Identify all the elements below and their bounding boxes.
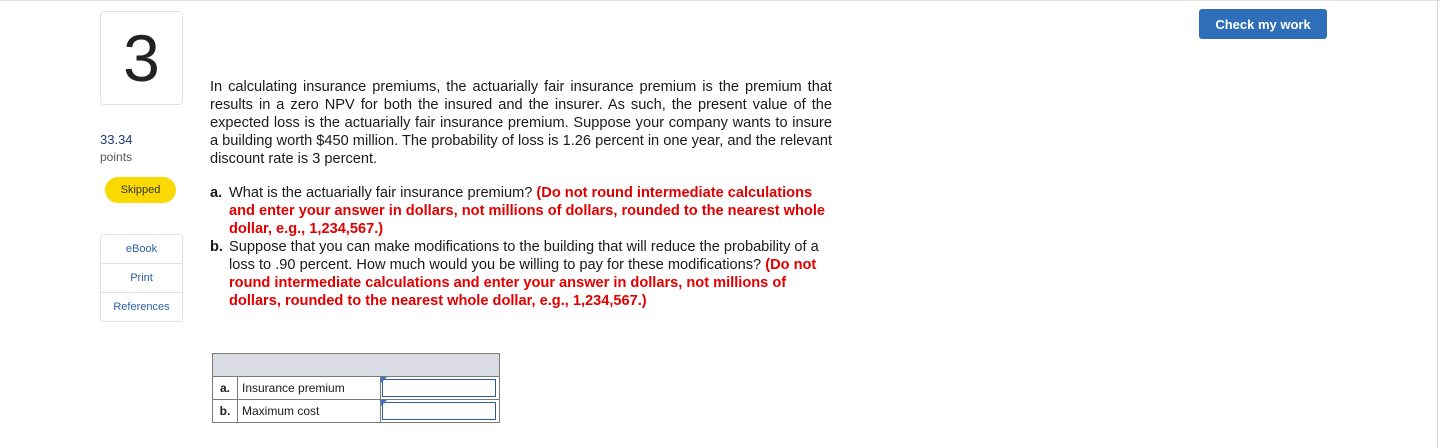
part-b-instruction: (Do not round intermediate calculations and enter your answer in dollars, not millions of dollars, rounded to the nearest whole dollar, e.g., 1,234,567.) <box>229 257 817 309</box>
points-value: 33.34 <box>100 132 133 147</box>
part-b-body <box>229 238 840 310</box>
flag-icon <box>381 377 387 383</box>
question-parts <box>210 184 840 310</box>
question-number: 3 <box>100 11 183 105</box>
ebook-link[interactable]: eBook <box>125 243 158 255</box>
part-b <box>210 238 840 310</box>
question-text: In calculating insurance premiums, the actuarially fair insurance premium is the premium that results in a zero NPV for both the insured and the insurer. As such, the present value of the expected loss is the actuarially fair insurance premium. Suppose your company wants to insure a building worth $450 million. The probability of loss is 1.26 percent in one year, and the relevant discount rate is 3 percent. <box>210 79 832 167</box>
points-label: points <box>100 150 133 164</box>
row-a-description: Insurance premium <box>238 377 381 400</box>
row-a-label: a. <box>213 377 238 400</box>
right-divider <box>1437 0 1438 448</box>
check-my-work-button[interactable]: Check my work <box>1199 9 1327 39</box>
top-divider <box>0 0 1440 1</box>
row-b-input-cell <box>381 400 500 423</box>
part-a <box>210 184 840 238</box>
table-row <box>213 377 500 400</box>
part-a-text: What is the actuarially fair insurance premium? <box>229 185 533 201</box>
row-a-input-cell <box>381 377 500 400</box>
row-b-label: b. <box>213 400 238 423</box>
answer-table <box>212 353 500 423</box>
references-link[interactable]: References <box>101 292 182 321</box>
part-a-label: a. <box>210 185 223 201</box>
maximum-cost-input[interactable] <box>382 402 496 420</box>
flag-icon <box>381 400 387 406</box>
answer-table-header <box>213 354 500 377</box>
table-row <box>213 400 500 423</box>
answer-table-header-cell <box>213 354 500 377</box>
part-a-body <box>229 184 840 238</box>
row-b-description: Maximum cost <box>238 400 381 423</box>
insurance-premium-input[interactable] <box>382 379 496 397</box>
print-link[interactable]: Print <box>101 263 182 292</box>
part-a-instruction: (Do not round intermediate calculations and enter your answer in dollars, not millions of dollars, rounded to the nearest whole dollar, e.g., 1,234,567.) <box>229 185 825 237</box>
part-b-text: Suppose that you can make modifications to the building that will reduce the probability of a loss to .90 percent. How much would you be willing to pay for these modifications? <box>229 239 819 273</box>
part-b-label: b. <box>210 239 223 255</box>
resource-links <box>100 234 183 322</box>
skipped-status-badge[interactable]: Skipped <box>105 177 176 203</box>
